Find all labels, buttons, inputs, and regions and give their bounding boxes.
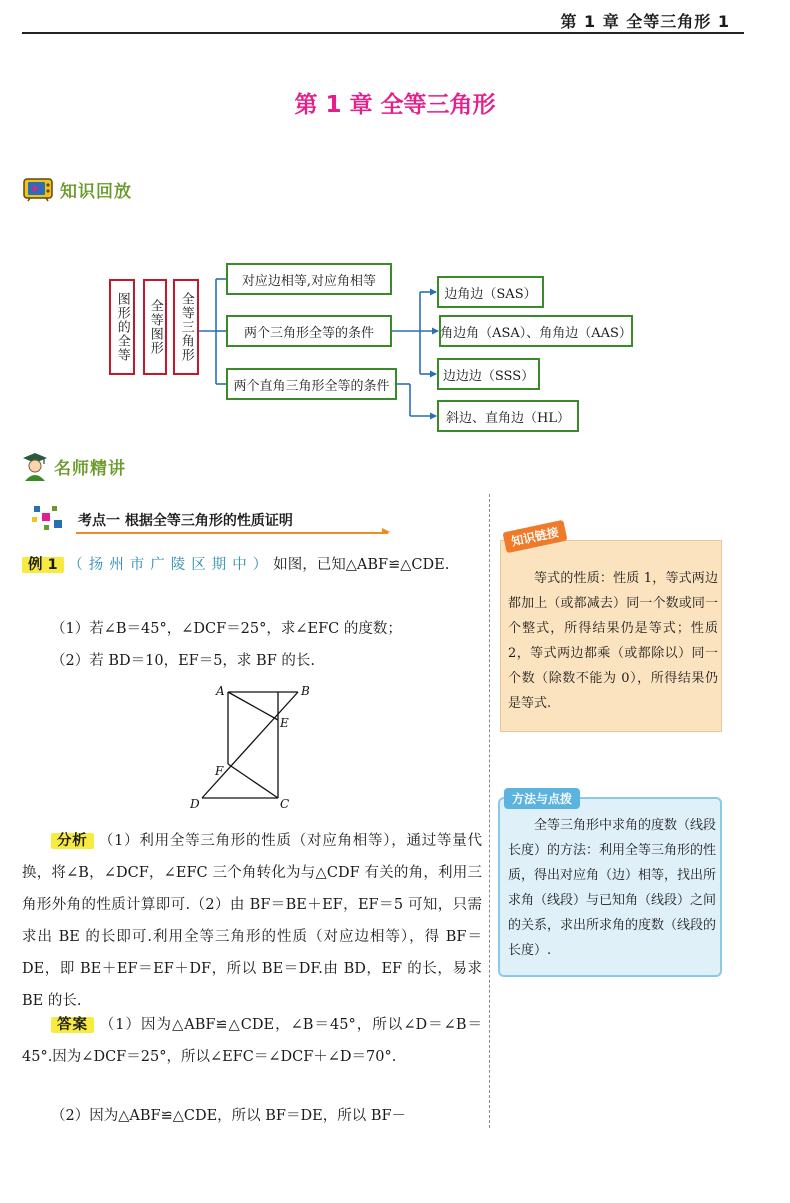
example-question-2: （2）若 BD＝10，EF＝5，求 BF 的长. [51,653,315,669]
example-question-1: （1）若∠B＝45°，∠DCF＝25°，求∠EFC 的度数； [51,621,402,637]
kaodian-underline [76,532,388,534]
teacher-icon [22,451,48,481]
mindmap-node-sas: 边角边（SAS） [437,276,544,308]
kaodian-heading: 考点一 根据全等三角形的性质证明 [78,513,293,529]
figure-label-d: D [190,797,200,810]
example-source: （扬州市广陵区期中） [68,557,274,573]
method-tip-tag: 方法与点拨 [504,788,580,809]
mindmap-node-hl: 斜边、直角边（HL） [437,400,579,432]
answer-tag: 答案 [51,1017,94,1033]
mindmap-node-right-triangle-conditions: 两个直角三角形全等的条件 [226,368,397,400]
figure-label-f: F [215,764,224,778]
section-review-header [22,174,132,204]
chapter-title: 第 1 章 全等三角形 [294,92,496,118]
figure-label-b: B [301,684,310,698]
column-divider [489,494,490,1128]
knowledge-link-tag: 知识链接 [502,520,567,553]
analysis-paragraph [22,825,482,1017]
analysis-text: （1）利用全等三角形的性质（对应角相等），通过等量代换，将∠B，∠DCF，∠EFC 三个角转化为与△CDF 有关的角，利用三角形外角的性质计算即可.（2）由 BF＝BE＋EF，EF＝5 可知，只需求出 BE 的长即可.利用全等三角形的性质（对应边相等），得 BF＝DE，即 BE＋EF＝EF＋DF，所以 BE＝DF.由 BD，EF 的长，易求 BE 的长. [22,833,482,1009]
mindmap-node-asa-aas: 角边角（ASA）、角角边（AAS） [439,315,633,347]
method-tip-text: 全等三角形中求角的度数（线段长度）的方法：利用全等三角形的性质，得出对应角（边）相等，找出所求角（线段）与已知角（线段）之间的关系，求出所求角的度数（线段的长度）. [508,818,717,958]
section-review-title: 知识回放 [60,181,132,202]
mindmap-node-corresponding-equal: 对应边相等,对应角相等 [226,263,392,295]
mindmap-node-congruent-figures: 全等图形 [143,279,167,375]
answer-paragraph-1 [22,1009,482,1073]
figure-label-a: A [216,684,225,698]
running-header [22,4,744,34]
mindmap-node-congruent-triangles: 全等三角形 [173,279,199,375]
mindmap-node-congruence-conditions: 两个三角形全等的条件 [226,315,392,347]
analysis-tag: 分析 [51,833,94,849]
example-1 [22,549,482,581]
figure-label-e: E [280,716,289,730]
running-header-text: 第 1 章 全等三角形 1 [560,12,730,31]
tv-icon [22,176,54,202]
example-tag: 例 1 [22,557,64,573]
answer-text-1: （1）因为△ABF≌△CDE，∠B＝45°，所以∠D＝∠B＝45°.因为∠DCF＝25°，所以∠EFC＝∠DCF＋∠D＝70°. [22,1017,482,1065]
section-lecture-header [22,451,126,481]
figure-label-c: C [280,797,290,810]
mindmap-node-sss: 边边边（SSS） [437,358,540,390]
answer-paragraph-2: （2）因为△ABF≌△CDE，所以 BF＝DE，所以 BF－ [51,1108,407,1124]
geometry-figure [180,680,330,810]
section-lecture-title: 名师精讲 [54,458,126,479]
example-stem: 如图，已知△ABF≌△CDE. [273,557,450,573]
knowledge-link-text: 等式的性质：性质 1，等式两边都加上（或都减去）同一个数或同一个整式，所得结果仍是等式；性质 2，等式两边都乘（或都除以）同一个数（除数不能为 0），所得结果仍是等式. [508,571,718,711]
mindmap-node-figure-congruence: 图形的全等 [109,279,135,375]
